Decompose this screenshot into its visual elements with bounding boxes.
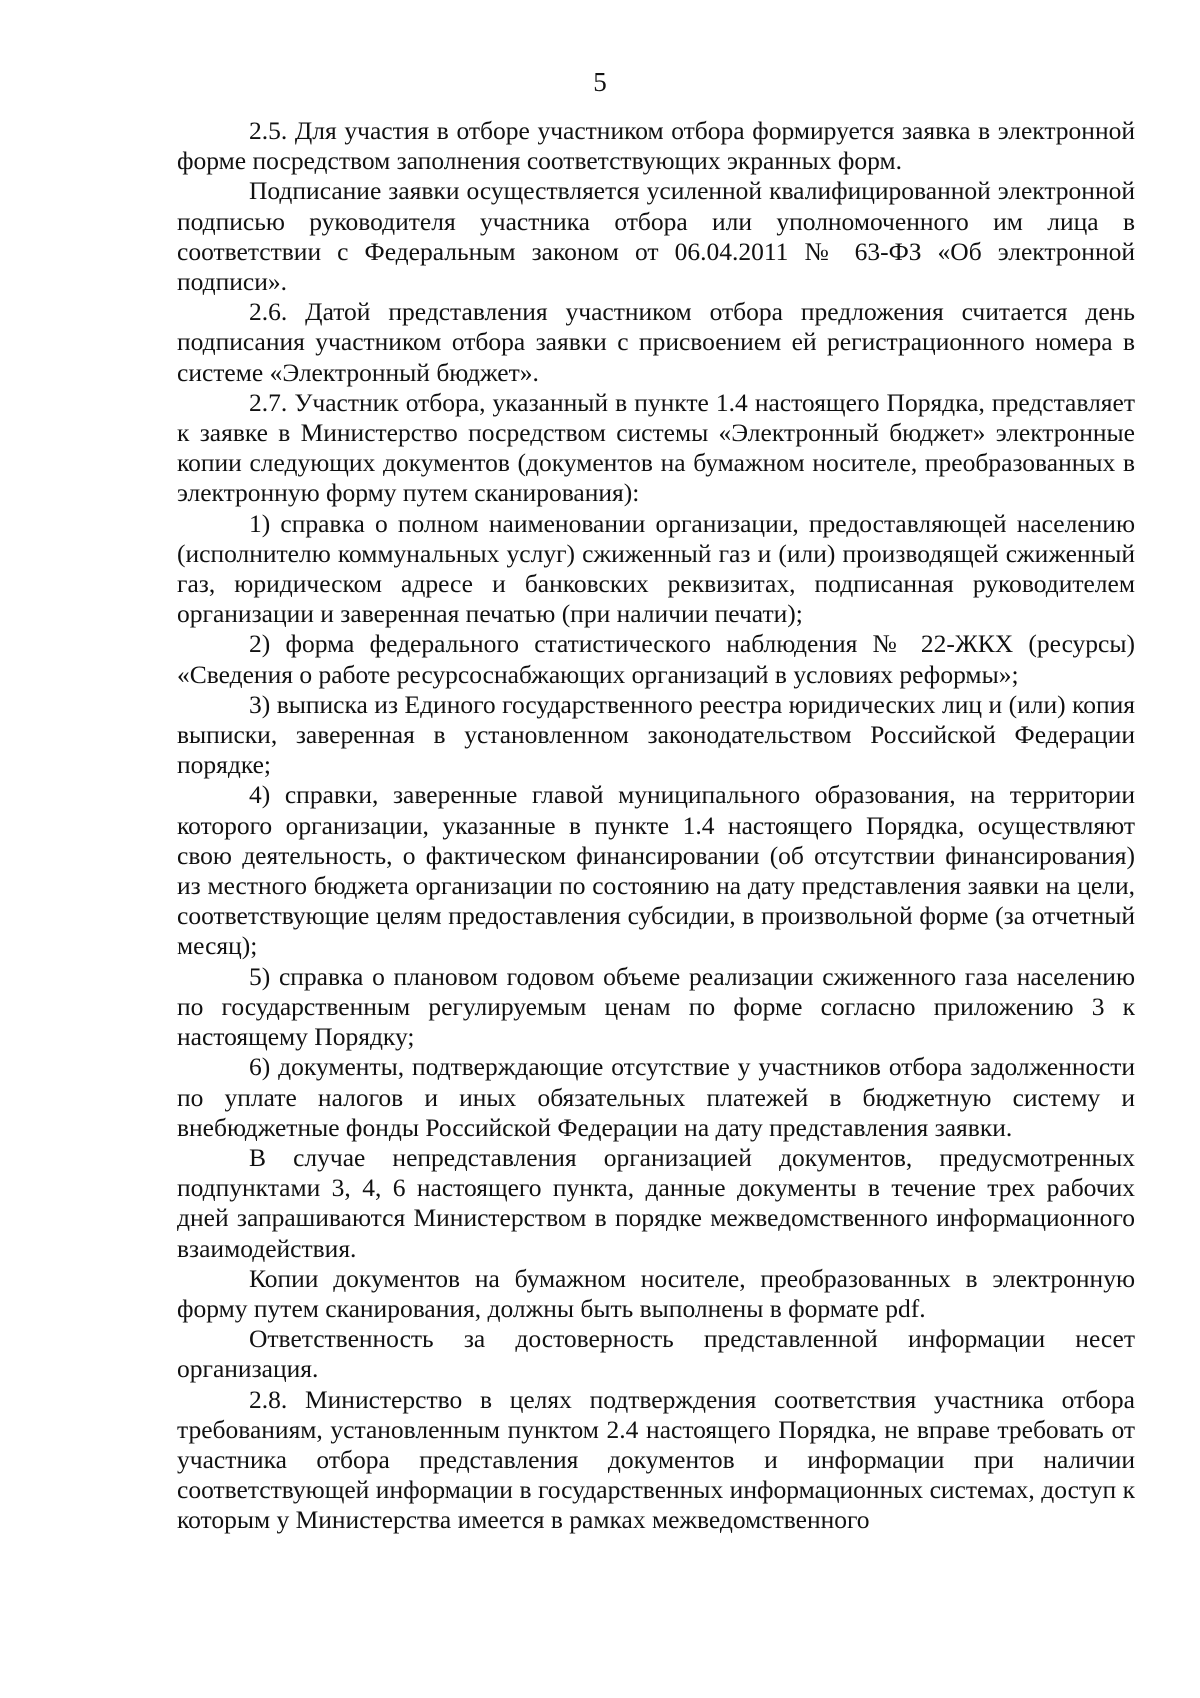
paragraph-2-5: 2.5. Для участия в отборе участником отбора формируется заявка в электронной форме посредством заполнения соответствующих экранных форм. bbox=[177, 116, 1135, 176]
paragraph-signing: Подписание заявки осуществляется усиленной квалифицированной электронной подписью руководителя участника отбора или уполномоченного им лица в соответствии с Федеральным законом от 06.04.2011 № 63-ФЗ «Об электронной подписи». bbox=[177, 176, 1135, 297]
paragraph-pdf-format: Копии документов на бумажном носителе, преобразованных в электронную форму путем сканирования, должны быть выполнены в формате pdf. bbox=[177, 1263, 1135, 1323]
paragraph-responsibility: Ответственность за достоверность представленной информации несет организация. bbox=[177, 1324, 1135, 1384]
document-body bbox=[177, 116, 1135, 1536]
list-item-5: 5) справка о плановом годовом объеме реализации сжиженного газа населению по государственным регулируемым ценам по форме согласно приложению 3 к настоящему Порядку; bbox=[177, 961, 1135, 1052]
list-item-3: 3) выписка из Единого государственного реестра юридических лиц и (или) копия выписки, заверенная в установленном законодательством Российской Федерации порядке; bbox=[177, 689, 1135, 780]
paragraph-2-6: 2.6. Датой представления участником отбора предложения считается день подписания участником отбора заявки с присвоением ей регистрационного номера в системе «Электронный бюджет». bbox=[177, 297, 1135, 387]
list-item-2: 2) форма федерального статистического наблюдения № 22-ЖКХ (ресурсы) «Сведения о работе ресурсоснабжающих организаций в условиях реформы»; bbox=[177, 629, 1135, 689]
list-item-4: 4) справки, заверенные главой муниципального образования, на территории которого организации, указанные в пункте 1.4 настоящего Порядка, осуществляют свою деятельность, о фактическом финансировании (об отсутствии финансирования) из местного бюджета организации по состоянию на дату представления заявки на цели, соответствующие целям предоставления субсидии, в произвольной форме (за отчетный месяц); bbox=[177, 780, 1135, 961]
list-item-6: 6) документы, подтверждающие отсутствие у участников отбора задолженности по уплате налогов и иных обязательных платежей в бюджетную систему и внебюджетные фонды Российской Федерации на дату представления заявки. bbox=[177, 1052, 1135, 1142]
page-number: 5 bbox=[593, 67, 607, 97]
paragraph-non-submission: В случае непредставления организацией документов, предусмотренных подпунктами 3, 4, 6 настоящего пункта, данные документы в течение трех рабочих дней запрашиваются Министерством в порядке межведомственного информационного взаимодействия. bbox=[177, 1142, 1135, 1263]
list-item-1: 1) справка о полном наименовании организации, предоставляющей населению (исполнителю коммунальных услуг) сжиженный газ и (или) производящей сжиженный газ, юридическом адресе и банковских реквизитах, подписанная руководителем организации и заверенная печатью (при наличии печати); bbox=[177, 508, 1135, 629]
paragraph-2-7: 2.7. Участник отбора, указанный в пункте 1.4 настоящего Порядка, представляет к заявке в Министерство посредством системы «Электронный бюджет» электронные копии следующих документов (документов на бумажном носителе, преобразованных в электронную форму путем сканирования): bbox=[177, 387, 1135, 508]
paragraph-2-8: 2.8. Министерство в целях подтверждения соответствия участника отбора требованиям, установленным пунктом 2.4 настоящего Порядка, не вправе требовать от участника отбора представления документов и информации при наличии соответствующей информации в государственных информационных системах, доступ к которым у Министерства имеется в рамках межведомственного bbox=[177, 1384, 1135, 1535]
